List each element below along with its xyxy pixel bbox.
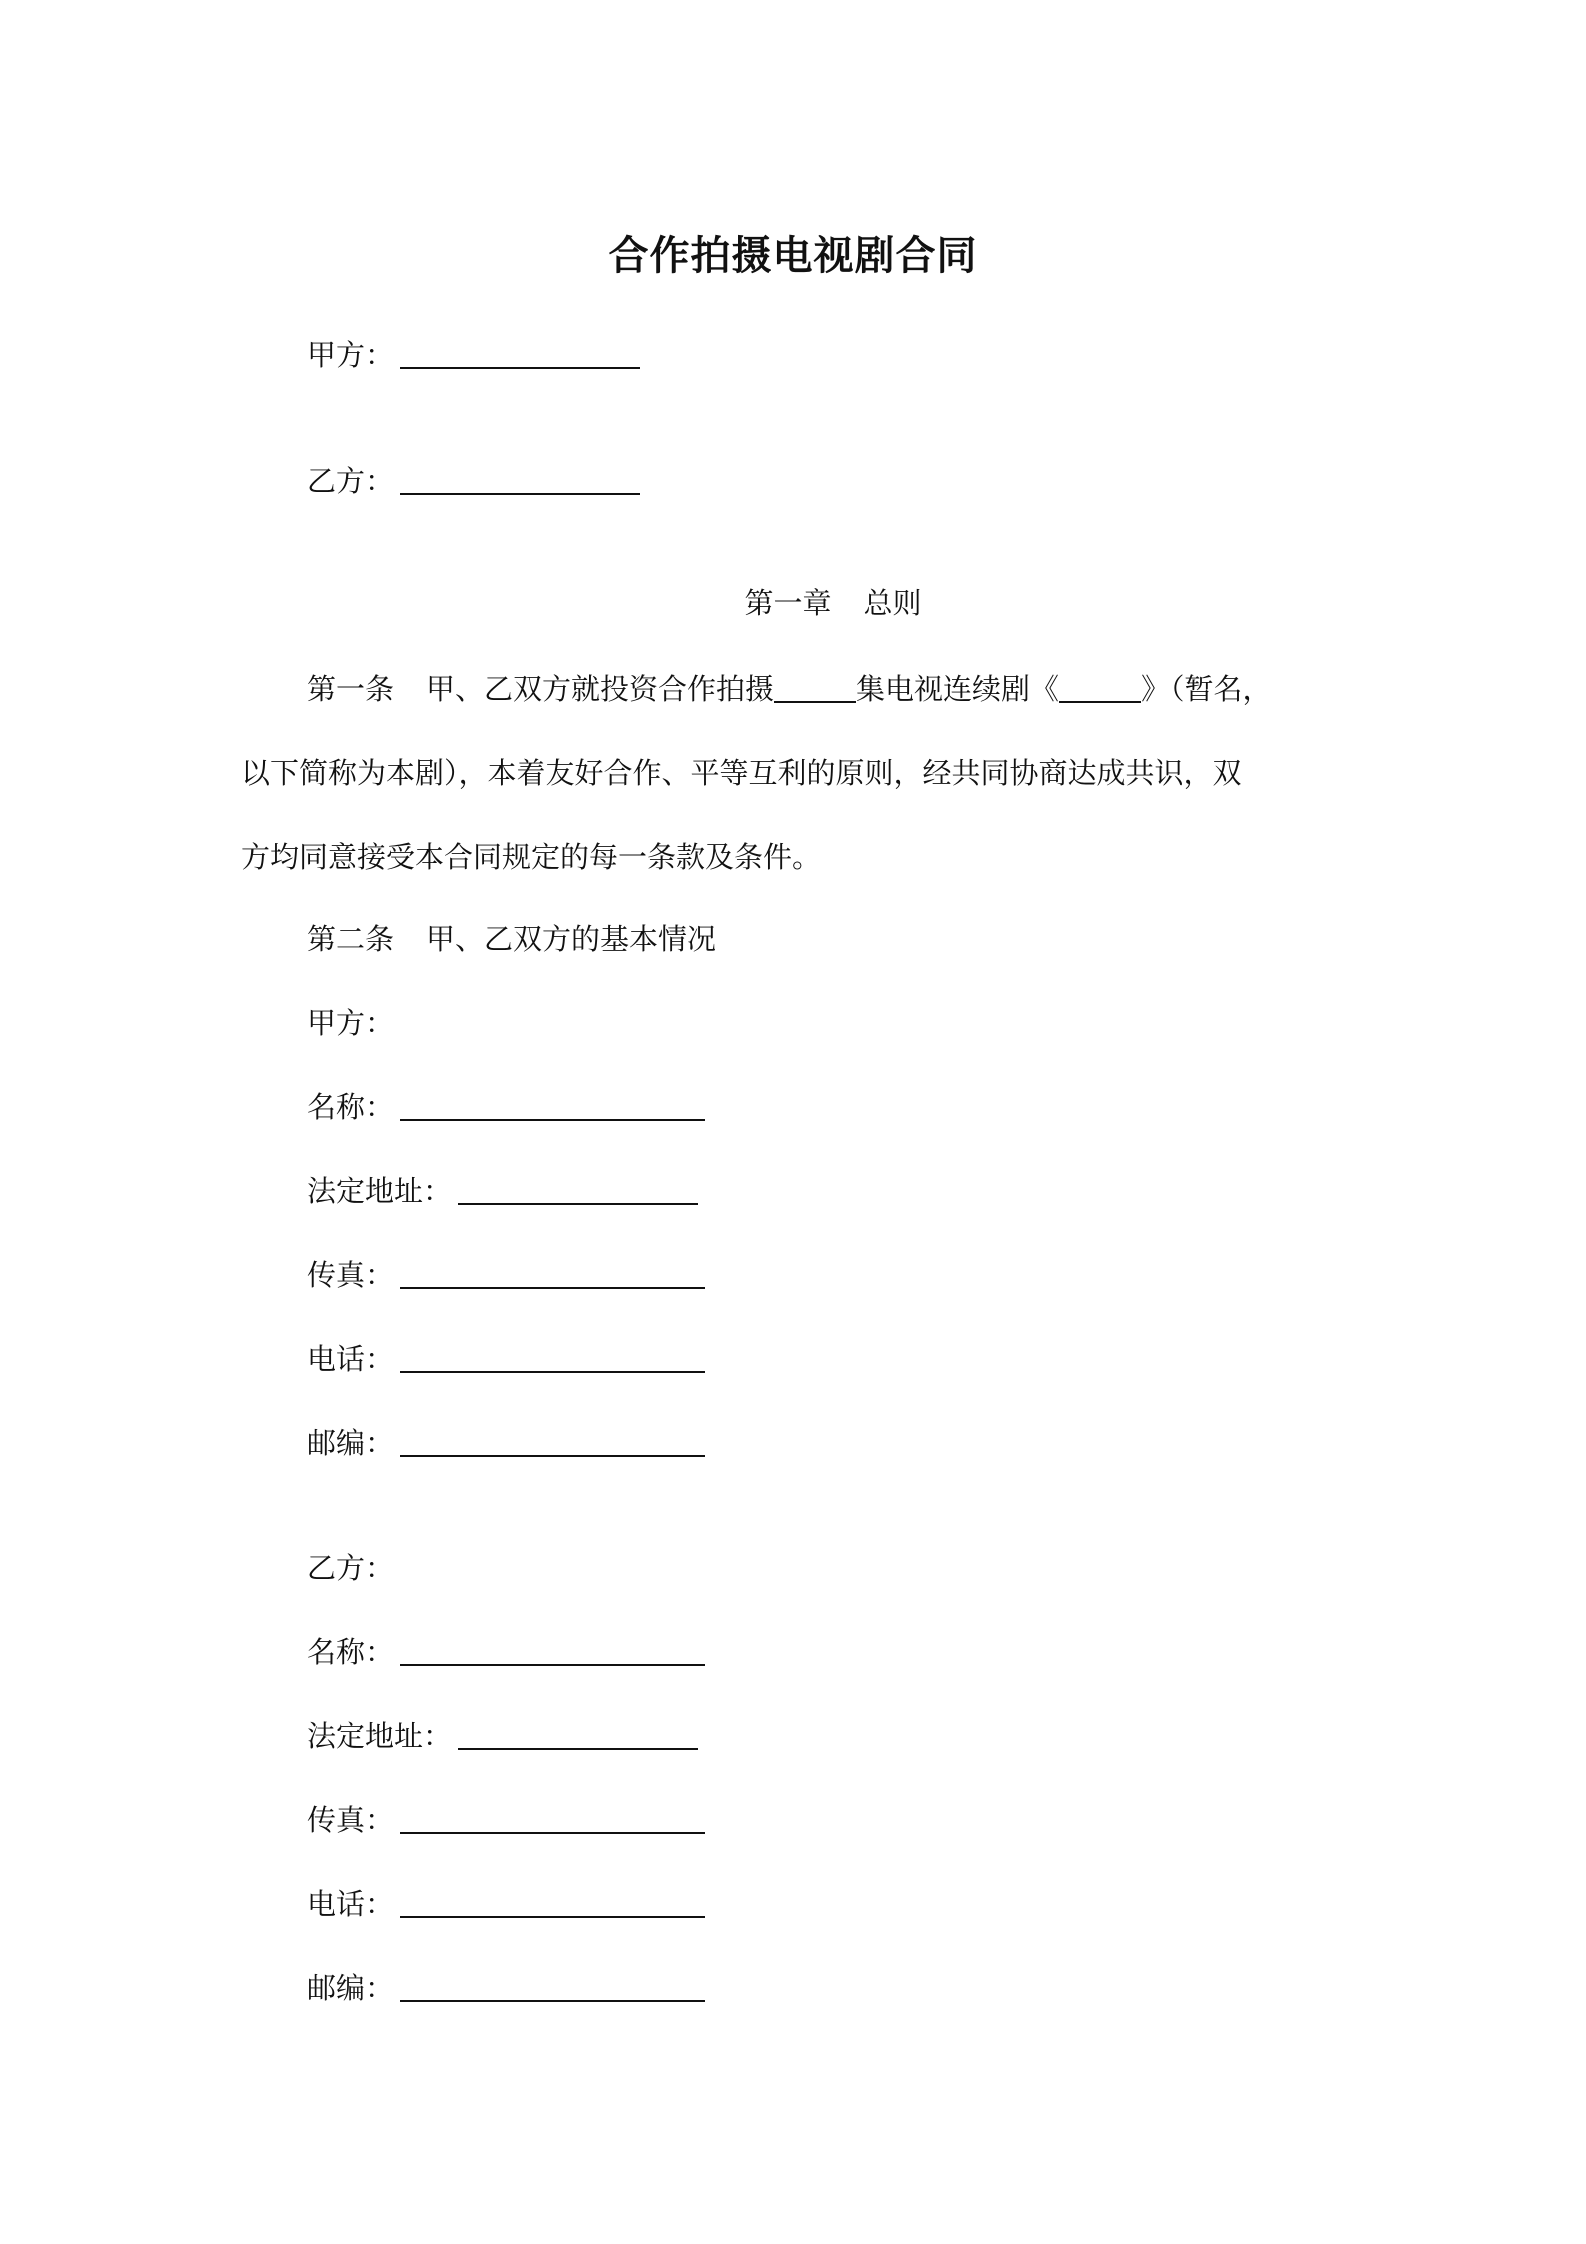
party-a-name-label: 名称： <box>307 1090 395 1124</box>
episodes-blank[interactable] <box>774 671 856 703</box>
party-b-phone-label: 电话： <box>307 1887 395 1921</box>
party-a-fax-label: 传真： <box>307 1258 395 1292</box>
party-b-fax-row <box>307 1799 705 1841</box>
party-b-name-row <box>307 1631 705 1673</box>
chapter-name: 总则 <box>863 586 922 620</box>
party-b-header <box>307 460 640 502</box>
party-a-fax-row <box>307 1254 705 1296</box>
party-a-postcode-label: 邮编： <box>307 1426 395 1460</box>
party-a-address-row <box>307 1170 698 1212</box>
party-a-fax-field[interactable] <box>400 1257 705 1289</box>
contract-title: 合作拍摄电视剧合同 <box>608 233 978 279</box>
party-b-address-field[interactable] <box>458 1718 698 1750</box>
party-a-blank[interactable] <box>400 337 640 369</box>
party-a-name-field[interactable] <box>400 1089 705 1121</box>
article1-text-a: 甲、乙双方就投资合作拍摄 <box>426 672 775 706</box>
party-b-postcode-field[interactable] <box>400 1970 705 2002</box>
party-b-label: 乙方： <box>307 464 395 498</box>
party-b-postcode-label: 邮编： <box>307 1971 395 2005</box>
article2-heading: 第二条 <box>307 922 395 956</box>
party-a-address-field[interactable] <box>458 1173 698 1205</box>
article2-title: 甲、乙双方的基本情况 <box>426 922 717 956</box>
article1-line1 <box>307 668 1272 710</box>
article1-line2: 以下简称为本剧），本着友好合作、平等互利的原则，经共同协商达成共识，双 <box>241 756 1242 790</box>
party-b-fax-label: 传真： <box>307 1803 395 1837</box>
party-b-name-label: 名称： <box>307 1635 395 1669</box>
party-b-phone-row <box>307 1883 705 1925</box>
party-a-phone-row <box>307 1338 705 1380</box>
party-a-section-label: 甲方： <box>307 1006 395 1040</box>
party-a-postcode-row <box>307 1422 705 1464</box>
party-b-phone-field[interactable] <box>400 1886 705 1918</box>
party-a-name-row <box>307 1086 705 1128</box>
party-a-postcode-field[interactable] <box>400 1425 705 1457</box>
article2-heading-line <box>307 918 716 960</box>
party-a-phone-label: 电话： <box>307 1342 395 1376</box>
chapter-heading <box>0 582 1586 624</box>
party-b-fax-field[interactable] <box>400 1802 705 1834</box>
article1-heading: 第一条 <box>307 672 395 706</box>
chapter-number: 第一章 <box>744 586 832 620</box>
party-b-postcode-row <box>307 1967 705 2009</box>
series-title-blank[interactable] <box>1059 671 1141 703</box>
party-a-header <box>307 334 640 376</box>
party-a-label: 甲方： <box>307 338 395 372</box>
article1-text-b: 集电视连续剧《 <box>856 672 1060 706</box>
party-b-blank[interactable] <box>400 463 640 495</box>
party-b-address-label: 法定地址： <box>307 1719 453 1753</box>
party-b-name-field[interactable] <box>400 1634 705 1666</box>
party-a-address-label: 法定地址： <box>307 1174 453 1208</box>
article1-line3: 方均同意接受本合同规定的每一条款及条件。 <box>241 840 822 874</box>
party-a-phone-field[interactable] <box>400 1341 705 1373</box>
party-b-address-row <box>307 1715 698 1757</box>
party-b-section-label: 乙方： <box>307 1551 395 1585</box>
article1-text-c: 》（暂名， <box>1141 672 1272 706</box>
